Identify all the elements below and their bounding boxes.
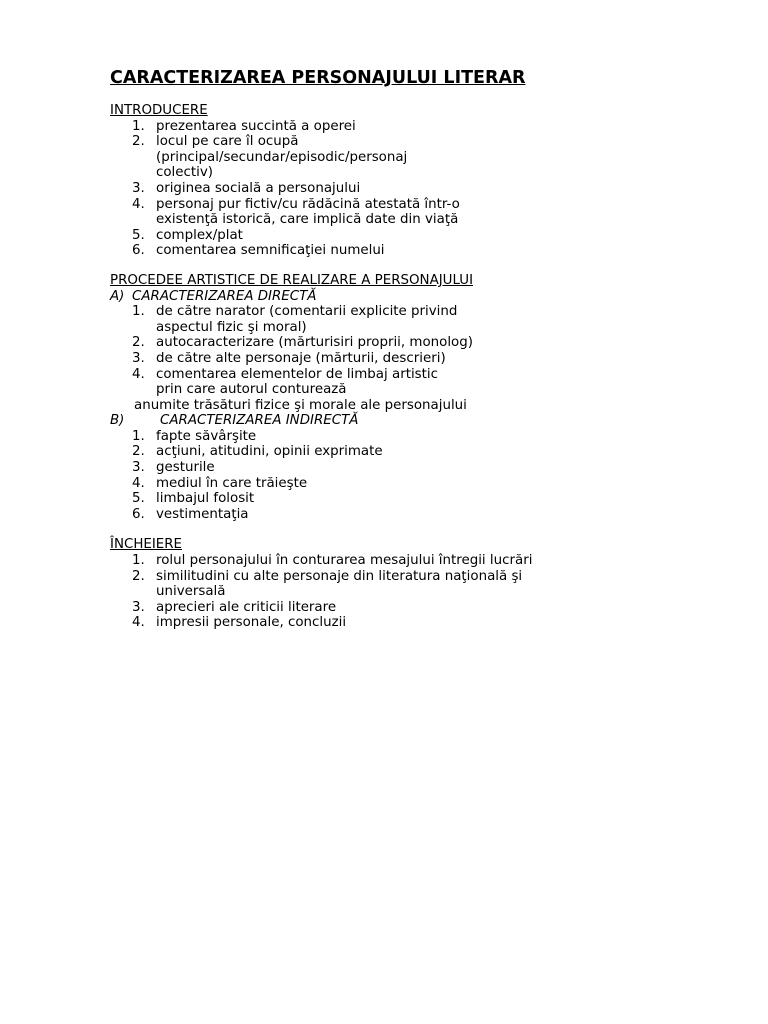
list-number: 5. (132, 491, 145, 507)
list-text: originea socială a personajului (156, 180, 361, 196)
list-text: gesturile (156, 460, 215, 476)
list-number: 3. (132, 460, 145, 476)
list-note: anumite trăsături fizice şi morale ale personajului (134, 397, 467, 413)
section-introducere (110, 103, 730, 259)
list-number: 1. (132, 428, 145, 444)
list-text: de către narator (comentarii explicite privind aspectul fizic şi moral) (156, 304, 458, 335)
list-item (110, 600, 486, 616)
list-number: 4. (132, 615, 145, 631)
list-number: 5. (132, 227, 145, 243)
list-text: prezentarea succintă a operei (156, 118, 356, 134)
list-item (110, 351, 576, 367)
list-directa (110, 304, 730, 398)
list-item (110, 181, 486, 197)
spacer (110, 259, 730, 273)
list-item (110, 197, 478, 228)
list-number: 1. (132, 118, 145, 134)
list-item (110, 460, 486, 476)
list-text: comentarea semnificaţiei numelui (156, 243, 385, 259)
list-item (110, 335, 576, 351)
list-item (110, 243, 486, 259)
list-item (110, 228, 486, 244)
list-text: similitudini cu alte personaje din literatura naţională şi universală (156, 568, 523, 600)
section-heading-incheiere: ÎNCHEIERE (110, 537, 183, 553)
list-number: 3. (132, 350, 145, 366)
list-item (110, 569, 526, 600)
list-number: 2. (132, 444, 145, 460)
section-heading-procedee: PROCEDEE ARTISTICE DE REALIZARE A PERSONAJULUI (110, 272, 474, 288)
list-item (110, 507, 486, 523)
list-number: 4. (132, 196, 145, 212)
list-item (110, 615, 486, 631)
list-text: rolul personajului în conturarea mesajului întregii lucrări (156, 553, 533, 569)
list-number: 4. (132, 475, 145, 491)
subheading-label: CARACTERIZAREA DIRECTĂ (132, 288, 317, 304)
list-number: 1. (132, 304, 145, 320)
list-item (110, 476, 486, 492)
subheading-label: CARACTERIZAREA INDIRECTĂ (160, 413, 359, 429)
section-procedee (110, 273, 730, 523)
list-number: 2. (132, 335, 145, 351)
list-incheiere (110, 553, 730, 631)
list-number: 2. (132, 568, 145, 584)
list-item (110, 491, 486, 507)
list-text: de către alte personaje (mărturii, descrieri) (156, 350, 446, 366)
list-item (110, 304, 476, 335)
subheading-indirecta (110, 413, 730, 429)
list-number: 2. (132, 134, 145, 150)
subheading-directa (110, 289, 730, 305)
list-item (110, 429, 486, 445)
list-text: autocaracterizare (mărturisiri proprii, monolog) (156, 335, 473, 351)
section-incheiere (110, 537, 730, 631)
list-number: 6. (132, 506, 145, 522)
list-number: 3. (132, 180, 145, 196)
list-text: aprecieri ale criticii literare (156, 599, 337, 615)
list-number: 6. (132, 243, 145, 259)
list-text: vestimentaţia (156, 506, 249, 522)
document-title: CARACTERIZAREA PERSONAJULUI LITERAR (110, 68, 526, 88)
list-text: locul pe care îl ocupă (principal/secundar/episodic/personaj colectiv) (156, 134, 408, 181)
list-item (110, 367, 456, 398)
list-item (110, 134, 456, 181)
subheading-letter: B) (110, 413, 125, 429)
subheading-letter: A) (110, 288, 125, 304)
list-text: impresii personale, concluzii (156, 615, 347, 631)
list-text: personaj pur fictiv/cu rădăcină atestată într-o existenţă istorică, care implică date din viaţă (156, 196, 460, 228)
list-number: 3. (132, 599, 145, 615)
list-number: 1. (132, 553, 145, 569)
list-item (110, 444, 486, 460)
document-page (110, 66, 730, 631)
list-item (110, 119, 486, 135)
list-text: comentarea elementelor de limbaj artistic prin care autorul conturează (156, 366, 438, 398)
list-introducere (110, 119, 730, 259)
list-item (110, 553, 576, 569)
list-number: 4. (132, 366, 145, 382)
list-text: fapte săvârşite (156, 428, 257, 444)
list-text: limbajul folosit (156, 491, 255, 507)
section-heading-introducere: INTRODUCERE (110, 103, 208, 118)
spacer (110, 522, 730, 537)
list-indirecta (110, 429, 730, 523)
list-text: mediul în care trăieşte (156, 475, 308, 491)
list-text: complex/plat (156, 227, 243, 243)
list-text: acţiuni, atitudini, opinii exprimate (156, 444, 383, 460)
